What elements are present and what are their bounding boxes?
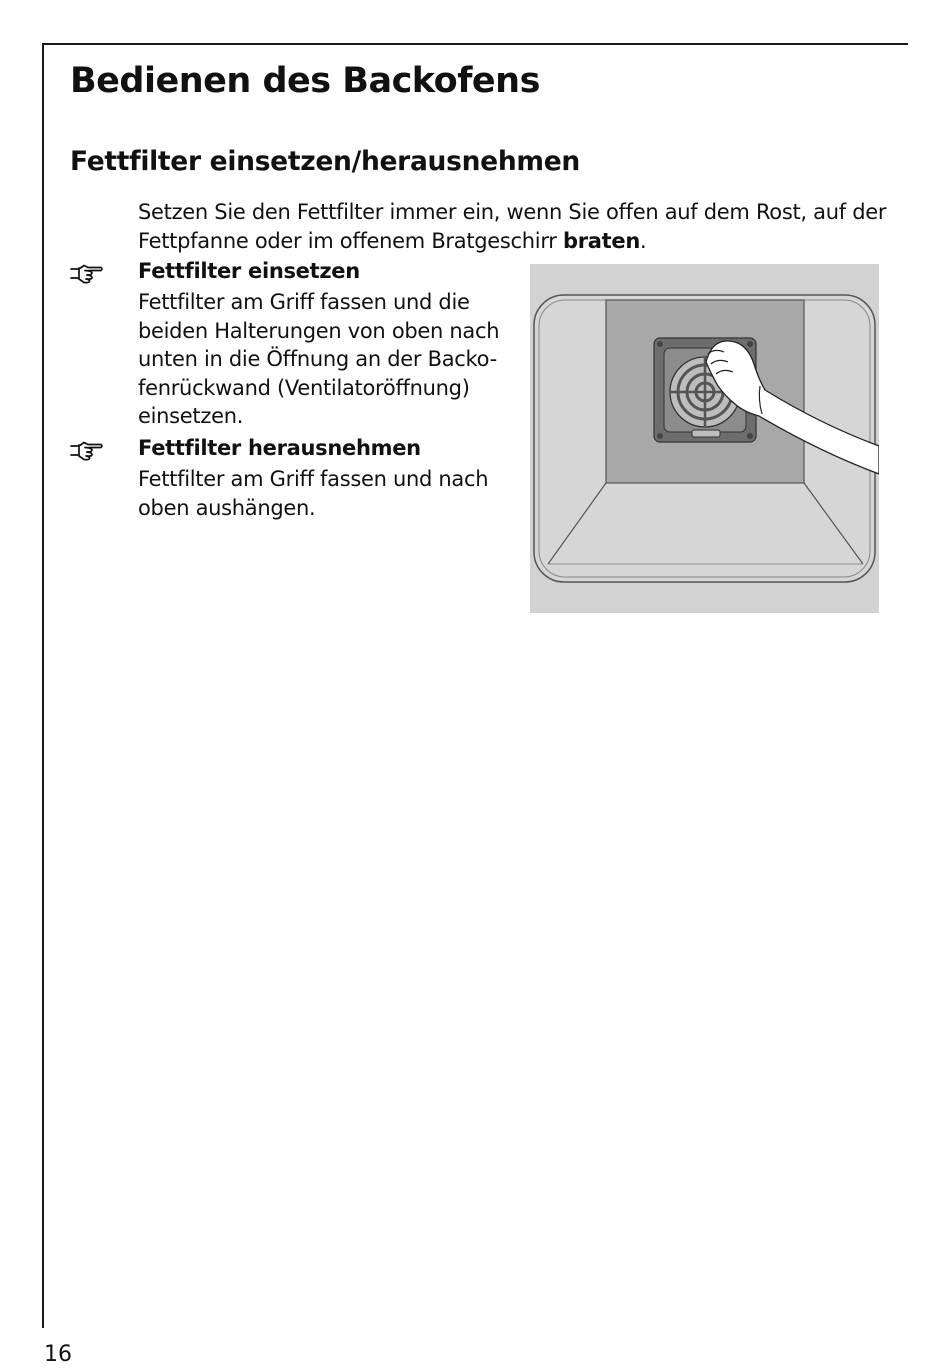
step-text-line: oben aushängen. bbox=[138, 495, 316, 520]
step-text-line: einsetzen. bbox=[138, 404, 244, 429]
pointing-hand-icon bbox=[70, 262, 104, 284]
step-text-insert bbox=[138, 288, 523, 431]
top-rule bbox=[42, 43, 908, 45]
step-title-remove: Fettfilter herausnehmen bbox=[138, 436, 421, 460]
page-number: 16 bbox=[44, 1342, 72, 1367]
intro-period: . bbox=[640, 228, 647, 253]
page-title: Bedienen des Backofens bbox=[70, 61, 540, 101]
section-title: Fettfilter einsetzen/herausnehmen bbox=[70, 146, 580, 177]
pointing-hand-icon bbox=[70, 439, 104, 461]
step-text-line: unten in die Öffnung an der Backo- bbox=[138, 347, 497, 372]
left-rule bbox=[42, 43, 44, 1328]
step-text-line: Fettfilter am Griff fassen und die bbox=[138, 290, 470, 314]
oven-interior-drawing bbox=[530, 264, 879, 613]
oven-illustration bbox=[530, 264, 879, 613]
step-text-line: Fettfilter am Griff fassen und nach bbox=[138, 467, 489, 491]
intro-bold-word: braten bbox=[563, 228, 641, 253]
step-text-line: beiden Halterungen von oben nach bbox=[138, 318, 500, 343]
intro-text: Setzen Sie den Fettfilter immer ein, wenn Sie offen auf dem Rost, auf der Fettpfanne oder im offenem Bratgeschirr bbox=[138, 200, 887, 253]
intro-paragraph bbox=[138, 198, 898, 255]
step-text-remove bbox=[138, 465, 523, 522]
step-title-insert: Fettfilter einsetzen bbox=[138, 259, 360, 283]
step-text-line: fenrückwand (Ventilatoröffnung) bbox=[138, 375, 470, 400]
